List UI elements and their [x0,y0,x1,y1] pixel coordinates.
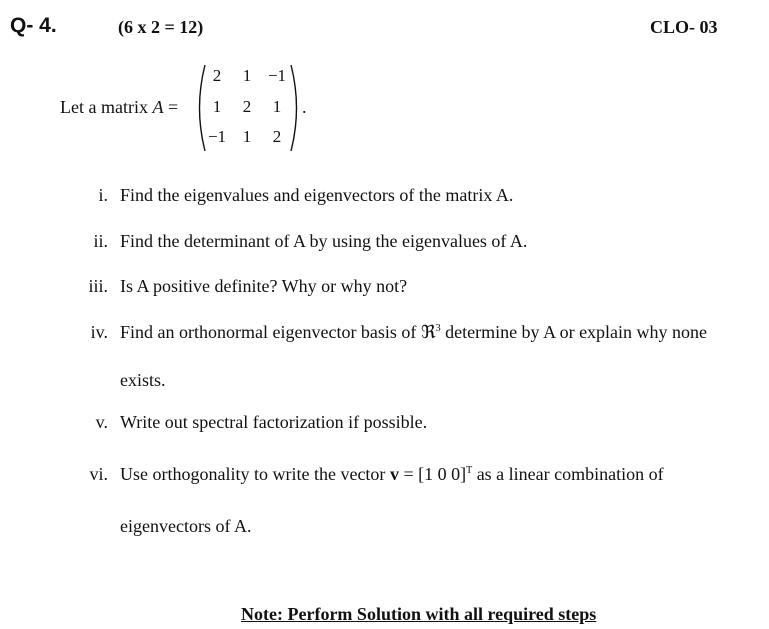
matrix-cell: 2 [212,66,222,85]
item-text-part: as a linear combination of [472,464,664,484]
item-text: Is A positive definite? Why or why not? [120,276,408,296]
clo-label: CLO- 03 [650,17,718,37]
item-numeral: iv. [90,322,108,342]
matrix-variable: A [152,97,164,117]
item-text: Find the eigenvalues and eigenvectors of the matrix A. [120,185,514,205]
matrix-cell: −1 [207,127,227,146]
superscript: T [466,465,473,476]
item-numeral: ii. [93,231,108,251]
question-number: Q- 4. [10,14,57,37]
item-numeral: i. [98,185,108,205]
item-numeral: vi. [89,464,108,484]
intro-text: Let a matrix [60,97,153,117]
item-text: Write out spectral factorization if possible. [120,412,428,432]
item-text [120,322,707,343]
matrix-cell: 2 [242,97,252,116]
item-continuation: exists. [120,370,166,390]
superscript: 3 [435,323,441,334]
matrix-cell: −1 [267,66,287,85]
item-text [120,464,664,485]
matrix-cell: 1 [212,97,222,116]
item-numeral: v. [95,412,108,432]
vector-symbol: v [389,464,399,484]
matrix-cell: 1 [242,127,252,146]
equals-sign: = [163,97,179,117]
item-continuation: eigenvectors of A. [120,516,252,536]
matrix-cell: 1 [242,66,252,85]
matrix-A [193,62,303,154]
real-numbers-symbol: ℜ [420,322,436,342]
item-text-part: Use orthogonality to write the vector [120,464,390,484]
item-numeral: iii. [88,276,108,296]
vector-value: = [1 0 0] [398,464,467,484]
item-text-part: determine by A or explain why none [440,322,708,342]
marks-label: (6 x 2 = 12) [118,17,204,37]
matrix-cell: 1 [272,97,282,116]
matrix-cell: 2 [272,127,282,146]
note-text: Note: Perform Solution with all required steps [241,604,597,624]
matrix-intro [60,97,178,118]
item-text: Find the determinant of A by using the eigenvalues of A. [120,231,528,251]
period: . [302,97,307,117]
item-text-part: Find an orthonormal eigenvector basis of [120,322,421,342]
